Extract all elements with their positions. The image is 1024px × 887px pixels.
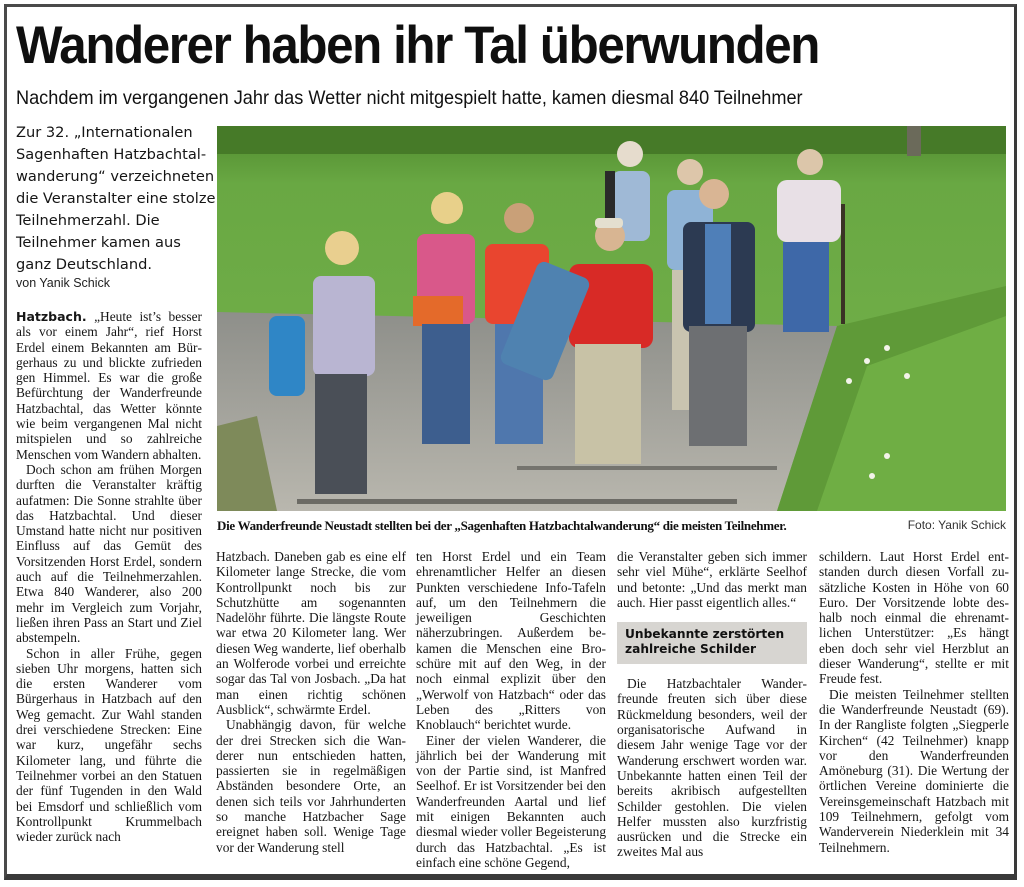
article-photo <box>217 126 1006 511</box>
subheadline: Nachdem im vergangenen Jahr das Wetter nicht mitgespielt hatte, kamen diesmal 840 Teilnehmer <box>16 87 803 109</box>
body-column-5 <box>819 549 1009 855</box>
body-column-2 <box>216 549 406 855</box>
paragraph: die Veranstalter geben sich immer sehr viel Mühe“, erklärte Seelhof und betonte: „Und das merkt man auch. Hier passt eigentlich alles.“ <box>617 549 807 610</box>
paragraph: Die Hatzbachtaler Wanderfreunde freuten sich über diese Rückmeldung besonders, weil der organisatorische Aufwand in diesem Jahr wenige Tage vor der Wanderung erschwert worden war. Unbekannte hatten einen Teil der bereits akribisch aufgestellten Schilder gestohlen. Die vielen Helfer mussten also kurzfristig ausrücken und die Strecke ein zweites Mal aus <box>617 676 807 860</box>
paragraph: Doch schon am frühen Morgen durften die Veranstalter kräftig aufatmen: Die Sonne strahlte über das Hatzbachtal. Und dieser Umstand hatte nicht nur positiven Einfluss auf das Gemüt des Vorsitzenden Horst Erdel, sondern auch auf die Teilnehmerzahlen. Etwa 840 Wanderer, also 200 mehr im Vergleich zum Vorjahr, ließen ihren Pass an Start und Ziel abstempeln. <box>16 461 202 646</box>
photo-caption: Die Wanderfreunde Neustadt stellten bei der „Sagenhaften Hatzbachtalwanderung“ die meisten Teilnehmer. <box>217 518 787 533</box>
paragraph: Hatzbach. Daneben gab es eine elf Kilometer lange Strecke, die vom Kontrollpunkt noch bis zur Schutzhütte am sogenannten Nadelöhr führte. Die längste Route war etwa 20 Kilometer lang. Wer diesen Weg wanderte, lief oberhalb an Wolferode vorbei und erreichte sogar das Tal von Josbach. „Da hat man einen richtig schönen Ausblick“, schwärmte Erdel. <box>216 549 406 717</box>
headline: Wanderer haben ihr Tal überwunden <box>16 16 819 75</box>
section-subhead: Unbekannte zerstörten zahlreiche Schilder <box>617 622 807 664</box>
paragraph: ten Horst Erdel und ein Team ehrenamtlicher Helfer an diesen Punkten verschiedene Info-Tafeln auf, um den Teilnehmern die jeweiligen Geschichten näherzubringen. Außerdem bekamen die Menschen eine Broschüre mit auf den Weg, in der noch einmal explizit über den „Werwolf von Hatzbach“ oder das Leben des „Ritters von Knoblauch“ berichtet wurde. <box>416 549 606 733</box>
photo-credit: Foto: Yanik Schick <box>907 518 1006 532</box>
lead-paragraph: Zur 32. „Internationalen Sagenhaften Hatzbachtalwanderung“ verzeichneten die Veranstalter eine stolze Teilnehmerzahl. Die Teilnehmer kamen aus ganz Deutschland. <box>16 124 216 273</box>
body-column-3 <box>416 549 606 870</box>
dateline: Hatzbach. <box>16 309 87 324</box>
body-column-4 <box>617 549 807 860</box>
hikers-photo-illustration <box>217 126 1006 511</box>
paragraph: Einer der vielen Wanderer, die jährlich bei der Wanderung mit von der Partie sind, ist Manfred Seelhof. Er ist Vorsitzender bei den Wanderfreunden Aartal und lief mit einigen Bekannten auch diesmal wieder voller Begeisterung durch das Hatzbachtal. „Es ist einfach eine schöne Gegend, <box>416 732 607 870</box>
body-column-1 <box>16 309 202 844</box>
paragraph: Die meisten Teilnehmer stellten die Wanderfreunde Neustadt (69). In der Rangliste folgten „Siegperle Kirchen“ (42 Teilnehmer) knapp vor den Wanderfreunden Amöneburg (31). Die Wertung der örtlichen Vereine dominierte die Vereinsgemeinschaft Hatzbach mit 109 Teilnehmern, gefolgt vom Wanderverein Niederklein mit 34 Teilnehmern. <box>819 686 1009 855</box>
paragraph: Unabhängig davon, für welche der drei Strecken sich die Wanderer nun entschieden hatten, passierten sie in regelmäßigen Abständen besondere Orte, an denen sich teils vor Jahrhunderten so manche Hatzbacher Sage ereignet haben soll. Wenige Tage vor der Wanderung stell <box>216 717 406 855</box>
byline: von Yanik Schick <box>16 276 111 290</box>
paragraph-text: „Heute ist’s besser als vor einem Jahr“, rief Horst Erdel einem Bekannten am Bürgerhaus zu und blickte zufrieden gen Himmel. Es war die große Befürchtung der Wanderfreunde Hatzbachtal, das Wetter könnte wie beim vergangenen Mal nicht mitspielen und so zahlreiche Menschen vom Wandern abhalten. <box>16 309 202 462</box>
paragraph <box>16 309 202 462</box>
paragraph: Schon in aller Frühe, gegen sieben Uhr morgens, hatten sich die ersten Wanderer vom Bürgerhaus in Hatzbach auf den Weg gemacht. Zur Wahl standen drei verschiedene Strecken: Eine war kurz, ungefähr sechs Kilometer lang, und führte die Teilnehmer vorbei an den Statuen der fünf Tugenden in den Wald bei Emsdorf und schließlich vom Kontrollpunkt Krummelbach wieder zurück nach <box>16 645 202 845</box>
paragraph: schildern. Laut Horst Erdel entstanden durch diesen Vorfall zusätzliche Kosten in Höhe von 60 Euro. Der Vorsitzende lobte deshalb noch einmal die ehrenamtlichen Unterstützer: „Es hängt eben doch sehr viel Herzblut an dieser Wanderung“, stellte er mit Freude fest. <box>819 549 1009 687</box>
